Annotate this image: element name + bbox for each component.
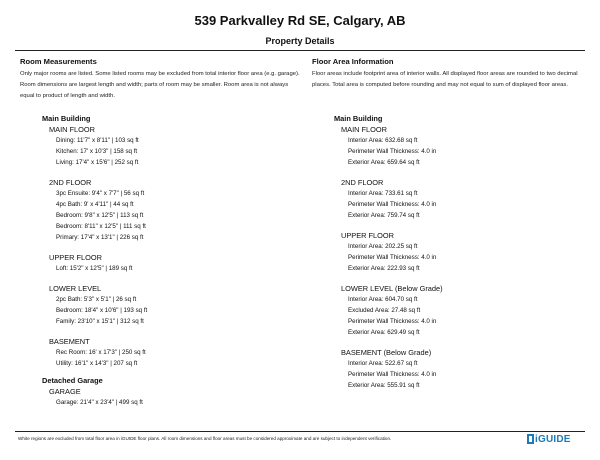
level-heading: LOWER LEVEL — [49, 284, 102, 293]
area-item: Exterior Area: 629.49 sq ft — [348, 329, 420, 336]
area-item: Interior Area: 522.67 sq ft — [348, 360, 418, 367]
room-item: Dining: 11'7" x 8'11" | 103 sq ft — [56, 137, 139, 144]
area-item: Perimeter Wall Thickness: 4.0 in — [348, 254, 437, 261]
area-item: Exterior Area: 659.64 sq ft — [348, 159, 420, 166]
room-item: Rec Room: 16' x 17'3" | 250 sq ft — [56, 349, 146, 356]
page-title: 539 Parkvalley Rd SE, Calgary, AB — [194, 13, 406, 28]
level-heading: 2ND FLOOR — [341, 178, 384, 187]
area-item: Excluded Area: 27.48 sq ft — [348, 307, 421, 314]
area-item: Interior Area: 202.25 sq ft — [348, 243, 418, 250]
room-measurements-heading: Room Measurements — [20, 57, 97, 66]
iguide-logo-text: iGUIDE — [535, 433, 571, 445]
level-heading: MAIN FLOOR — [49, 125, 95, 134]
area-item: Perimeter Wall Thickness: 4.0 in — [348, 148, 437, 155]
area-item: Exterior Area: 222.93 sq ft — [348, 265, 420, 272]
area-item: Interior Area: 733.61 sq ft — [348, 190, 418, 197]
level-heading: LOWER LEVEL (Below Grade) — [341, 284, 443, 293]
room-item: Bedroom: 9'8" x 12'5" | 113 sq ft — [56, 212, 144, 219]
building-heading: Detached Garage — [42, 376, 103, 385]
room-measurements-section — [20, 57, 305, 102]
level-heading: GARAGE — [49, 387, 81, 396]
top-divider — [15, 50, 585, 51]
bottom-divider — [15, 431, 585, 432]
floor-area-section — [312, 57, 597, 91]
iguide-logo-icon — [527, 434, 534, 444]
floor-area-list — [334, 113, 443, 391]
building-heading: Main Building — [42, 114, 91, 123]
room-measurements-note: Only major rooms are listed. Some listed rooms may be excluded from total interior floor area (e.g. garage). Room dimensions are largest length and width; parts of room may be smaller. Room area is not always equal to product of length and width. — [20, 71, 300, 99]
room-item: Bedroom: 8'11" x 12'5" | 111 sq ft — [56, 223, 146, 230]
room-item: Loft: 15'2" x 12'5" | 189 sq ft — [56, 265, 133, 272]
floor-area-heading: Floor Area Information — [312, 57, 394, 66]
page-subtitle: Property Details — [265, 36, 335, 46]
area-item: Perimeter Wall Thickness: 4.0 in — [348, 371, 437, 378]
area-item: Perimeter Wall Thickness: 4.0 in — [348, 201, 437, 208]
level-heading: 2ND FLOOR — [49, 178, 92, 187]
level-heading: BASEMENT (Below Grade) — [341, 348, 432, 357]
room-item: Kitchen: 17' x 10'3" | 158 sq ft — [56, 148, 138, 155]
footer-disclaimer: White regions are excluded from total floor area in iGUIDE floor plans. All room dimensions and floor areas must be considered approximate and are subject to independent verification. — [18, 436, 392, 441]
room-item: Garage: 21'4" x 23'4" | 499 sq ft — [56, 399, 143, 406]
area-item: Perimeter Wall Thickness: 4.0 in — [348, 318, 437, 325]
room-item: 3pc Ensuite: 9'4" x 7'7" | 56 sq ft — [56, 190, 145, 197]
area-item: Interior Area: 632.68 sq ft — [348, 137, 418, 144]
room-item: Living: 17'4" x 15'6" | 252 sq ft — [56, 159, 139, 166]
room-item: Bedroom: 18'4" x 10'6" | 193 sq ft — [56, 307, 148, 314]
room-item: Primary: 17'4" x 13'1" | 226 sq ft — [56, 234, 144, 241]
area-item: Exterior Area: 759.74 sq ft — [348, 212, 420, 219]
area-item: Exterior Area: 555.91 sq ft — [348, 382, 420, 389]
room-item: 2pc Bath: 5'3" x 5'1" | 26 sq ft — [56, 296, 137, 303]
room-item: Family: 23'10" x 15'1" | 312 sq ft — [56, 318, 144, 325]
iguide-logo — [527, 433, 571, 445]
area-item: Interior Area: 604.70 sq ft — [348, 296, 418, 303]
level-heading: BASEMENT — [49, 337, 90, 346]
room-list — [42, 113, 147, 408]
room-item: Utility: 16'1" x 14'3" | 207 sq ft — [56, 360, 138, 367]
level-heading: UPPER FLOOR — [341, 231, 394, 240]
level-heading: MAIN FLOOR — [341, 125, 387, 134]
building-heading: Main Building — [334, 114, 383, 123]
level-heading: UPPER FLOOR — [49, 253, 102, 262]
room-item: 4pc Bath: 9' x 4'11" | 44 sq ft — [56, 201, 134, 208]
floor-area-note: Floor areas include footprint area of interior walls. All displayed floor areas are rounded to two decimal places. Total area is computed before rounding and may not equal to sum of displayed floor areas. — [312, 71, 578, 88]
